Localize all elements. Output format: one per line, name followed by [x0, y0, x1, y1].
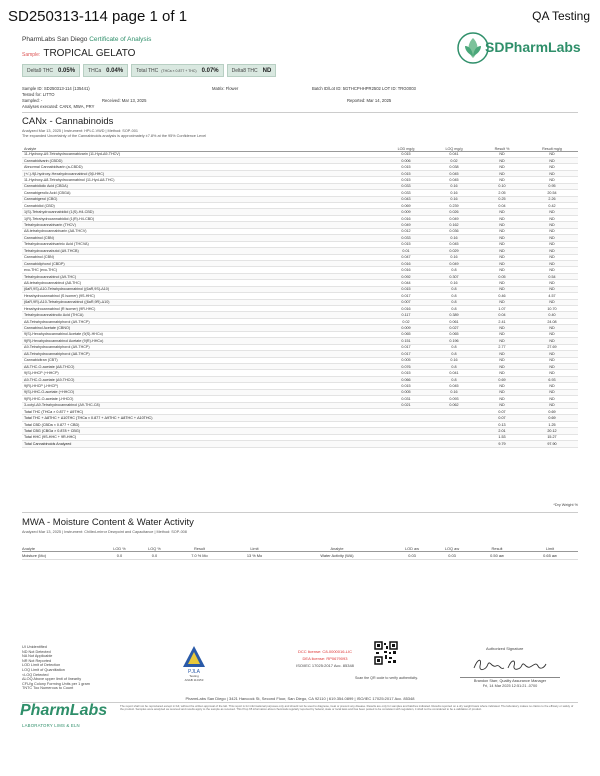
table-row: Cannabigerolic Acid (CBGA) 0.033 0.16 2.05 20.54: [22, 190, 578, 196]
table-row: Tetrahydrocannabutol (Δ9-THCB) 0.01 0.029 ND ND: [22, 248, 578, 254]
table-row: Abnormal Cannabidivarin (a-CBDD) 0.015 0.038 ND ND: [22, 164, 578, 170]
pharmlabs-footer-logo: [20, 700, 108, 734]
table-row: Cannabidivarin (CBDD) 0.006 0.02 ND ND: [22, 157, 578, 163]
table-row: (6aR,9R)-Δ10-Tetrahydrocannabinol ((6aR,9R)-Δ10) 0.007 0.8 ND ND: [22, 299, 578, 305]
total-row: Total CBG (CBGa × 0.878 + CBG) 2.01 20.12: [22, 428, 578, 434]
legend-item: NR Not Reported: [22, 658, 52, 663]
col-analyte: Analyte: [22, 141, 382, 151]
col-analyte-2: Analyte: [282, 540, 392, 551]
table-row: Δ8-tetrahydrocannabinol (Δ8-THC) 0.044 0.16 ND ND: [22, 280, 578, 286]
signature-date: Fri, 14 Mar 2025 12:51:21 -0700: [482, 683, 538, 688]
abbreviations-legend: [22, 645, 90, 691]
signature-line: [460, 677, 560, 678]
pjla-caption: Testing ANAB 110153: [184, 674, 204, 682]
legend-item: ΔLOQ Above upper limit of linearity: [22, 677, 82, 682]
total-row: Total THC (THCa × 0.877 + Δ9THC) 0.07 0.69: [22, 409, 578, 415]
col-lod-2: LOD aw: [392, 540, 432, 551]
coa-label: Certificate of Analysis: [89, 36, 152, 43]
dry-weight-note: *Dry Weight %: [553, 503, 578, 507]
table-row: 9(S)-Hexahydrocannabinol Acetate (9(S)-HHCo) 0.065 0.065 ND ND: [22, 331, 578, 337]
legend-item: ND Not Detected: [22, 649, 51, 654]
pill-delta9-thc: Delta9 THC 0.05%: [22, 64, 80, 77]
col-loq: LOQ %: [137, 540, 172, 551]
legend-item: TNTC Too Numerous to Count: [22, 686, 74, 691]
dea-license: DEA license: RP0679093: [302, 656, 348, 661]
total-row: Total Cannabinoids Analyzed 9.79 97.90: [22, 441, 578, 447]
sample-info: [22, 86, 578, 110]
table-row: Tetrahydrocannabivarin (THCV) 0.049 0.162 ND ND: [22, 222, 578, 228]
licenses-block: [270, 648, 380, 669]
logo-text: SDPharmLabs: [485, 39, 581, 55]
tested-for: Tested for: LITTO: [22, 92, 55, 97]
table-row: Cannabinol Acetate (CBNO) 0.009 0.027 ND ND: [22, 325, 578, 331]
footer-address: PharmLabs San Diego | 3421 Hancock St, Second Floor, San Diego, CA 92110 | 619.354.0899 | ISO/IEC 17025:2017 Acc. 85348: [185, 696, 415, 701]
received: Received: Mar 13, 2025: [102, 98, 147, 103]
table-row: Cannabicitran (CBT) 0.005 0.16 ND ND: [22, 357, 578, 363]
potency-summary: [22, 64, 276, 77]
pill-total-thc: Total THC (THCa × 0.877 + THC) 0.07%: [131, 64, 224, 77]
analyses: Analyses executed: CANX, MWA, PRY: [22, 104, 95, 109]
col-limit: Limit: [227, 540, 282, 551]
total-row: Total CBD (CBDa × 0.877 + CBD) 0.13 1.25: [22, 421, 578, 427]
signer-info: [460, 679, 560, 688]
table-row: Δ8-Tetrahydrocannabiphorol (Δ9-THCP) 0.02 0.061 2.41 24.08: [22, 318, 578, 324]
divider: [22, 512, 578, 513]
legend-item: LOD Limit of Detection: [22, 663, 61, 668]
table-row: Δ9-Tetrahydrocannabiphorol (Δ9-THCP) 0.017 0.8 2.77 27.69: [22, 344, 578, 350]
col-lod: LOD %: [102, 540, 137, 551]
table-row: 11-Hydroxy-Δ9-Tetrahydrocannabivarin (11-Hyd-Δ9-THCV) 0.015 0.041 ND ND: [22, 151, 578, 157]
signature-image: [470, 652, 550, 676]
qa-label: QA Testing: [532, 9, 590, 23]
col-loq-2: LOQ aw: [432, 540, 472, 551]
table-row: Δ8-Tetrahydrocannabiphorol (Δ8-THCP) 0.017 0.8 ND ND: [22, 351, 578, 357]
table-row: Hexahydrocannabinol (R isomer) (9R-HHC) 0.016 0.8 1.07 10.70: [22, 306, 578, 312]
table-row: Cannabinol (CBN) 0.047 0.16 ND ND: [22, 254, 578, 260]
legend-item: UI Unidentified: [22, 645, 47, 649]
legend-item: CFU/g Colony Forming Units per 1 gram: [22, 681, 90, 686]
table-row: Hexahydrocannabinol (S isomer) (9S-HHC) 0.017 0.8 0.46 4.57: [22, 293, 578, 299]
footer-logo-tag: LABORATORY LIMS & ELN: [22, 723, 80, 728]
table-row: 9(S)-HHC-O-acetate (+HHCO) 0.005 0.16 ND ND: [22, 389, 578, 395]
table-row: 9(S)-HHCP (+HHCP) 0.015 0.041 ND ND: [22, 370, 578, 376]
sampled: Sampled: -: [22, 98, 43, 103]
top-bar: [0, 0, 600, 30]
col-limit-2: Limit: [522, 540, 578, 551]
table-row: Cannabigerol (CBG) 0.043 0.16 0.25 2.26: [22, 196, 578, 202]
col-result-2: Result: [472, 540, 522, 551]
total-row: Total THC + Δ8THC + Δ10THC (THCa × 0.877 + Δ9THC + Δ8THC + Δ10THC) 0.07 0.69: [22, 415, 578, 421]
table-row: 1(R)-Tetrahydrocannabidiol (1(R)-H4-CBD) 0.016 0.049 ND ND: [22, 215, 578, 221]
mwa-title: MWA - Moisture Content & Water Activity: [22, 517, 194, 528]
table-row: 3-octyl-Δ9-Tetrahydrocannabinol (Δ9-THC-C8) 0.021 0.062 ND ND: [22, 402, 578, 408]
batch-id: Batch ID/Lot ID: 5GTHCPHHPR2502 LOT ID: TRG0003: [312, 86, 416, 91]
legend-item: LOQ Limit of Quantitation: [22, 667, 65, 672]
table-row: Moisture (Mo) 0.0 0.0 7.0 % Mo 13 % Mo Water Activity (WA) 0.03 0.03 0.50 aw 0.65 aw: [22, 551, 578, 559]
col-result-pct: Result %: [478, 141, 526, 151]
table-row: Cannabidiolic Acid (CBDA) 0.033 0.16 0.10 0.95: [22, 183, 578, 189]
col-lod: LOD mg/g: [382, 141, 430, 151]
table-row: (6aR,9S)-Δ10-Tetrahydrocannabinol ((6aR,9S)-Δ10) 0.015 0.8 ND ND: [22, 286, 578, 292]
table-row: Δ9-THC-O-acetate (Δ9-THCO) 0.066 0.8 0.69 6.93: [22, 376, 578, 382]
footer-logo-name: PharmLabs: [20, 702, 108, 719]
cannabinoids-table: [22, 141, 578, 448]
lab-name: PharmLabs San Diego: [22, 36, 88, 43]
qr-note: Scan the QR code to verify authenticity.: [355, 676, 418, 680]
table-row: Cannabidiphorol (CBDP) 0.016 0.049 ND ND: [22, 260, 578, 266]
table-row: Tetrahydrocannabinolic Acid (THCA) 0.117 0.389 0.04 0.40: [22, 312, 578, 318]
signature-title: Authorized Signature: [486, 646, 524, 651]
table-header: [22, 540, 578, 551]
divider: [22, 112, 578, 113]
pill-thca: THCa 0.04%: [83, 64, 128, 77]
col-analyte: Analyte: [22, 540, 102, 551]
canx-meta: Analyzed Mar 13, 2025 | Instrument: HPLC-VWD | Method: SOP-001: [22, 129, 138, 133]
canx-uncertainty: The expanded Uncertainty of the Cannabinoids analysis is approximately ±7.8% at the 95% Confidence Level: [22, 134, 207, 138]
col-result-mgg: Result mg/g: [526, 141, 578, 151]
disclaimer: The report shall not be reproduced except in full, without the written approval of the lab. This report is for informational purposes only and should not be used to diagnose, treat or prevent any disease. Results are only for samples and batches indicated. Results reported on a dry weight basis where indicated. The laboratory makes no claims to the efficacy or safety of the product. Samples were analyzed as received and results apply to the sample as received. This Prop 65 information about chemicals regularly reported by federal, state or local laws and has been posted to be consistent with regulation, it shall not be considered to be a validation of product.: [120, 704, 574, 712]
report-id: SD250313-114 page 1 of 1: [8, 8, 188, 25]
dcc-license: DCC license: C8-0000016-LIC: [297, 649, 353, 654]
moisture-table: [22, 540, 578, 560]
sd-pharmlabs-logo: [455, 30, 580, 74]
table-row: 9(R)-HHC-O-acetate (-HHCO) 0.031 0.093 ND ND: [22, 396, 578, 402]
lab-name-line: [22, 36, 151, 43]
table-row: (+/-)-9β-hydroxy-Hexahydrocannabinol (9β-HHC) 0.015 0.045 ND ND: [22, 170, 578, 176]
total-row: Total HHC (9S-HHC + 9R-HHC) 1.53 15.27: [22, 434, 578, 440]
mwa-meta: Analyzed Mar 13, 2025 | Instrument: Chilled-mirror Dewpoint and Capacitance | Method: SOP-008: [22, 530, 187, 534]
table-row: exo-THC (exo-THC) 0.016 0.8 ND ND: [22, 267, 578, 273]
table-row: Δ8-tetrahydrocannabivarin (Δ8-THCV) 0.012 0.036 ND ND: [22, 228, 578, 234]
matrix: Matrix: Flower: [212, 86, 239, 91]
col-loq: LOQ mg/g: [430, 141, 478, 151]
pill-delta8-thc: Delta8 THC ND: [227, 64, 277, 77]
table-row: Δ8-THC-O-acetate (Δ8-THCO) 0.076 0.8 ND ND: [22, 363, 578, 369]
table-row: Cannabidiol (CBD) 0.069 0.239 0.04 0.42: [22, 203, 578, 209]
iso-accreditation: ISO/IEC 17025:2017 Acc. 85348: [296, 663, 354, 668]
sample-label: Sample:: [22, 52, 41, 58]
table-row: 1(S)-Tetrahydrocannabidiol (1(S)-H4-CBD) 0.009 0.026 ND ND: [22, 209, 578, 215]
table-row: 9(R)-Hexahydrocannabinol Acetate (9(R)-HHCo) 0.151 0.196 ND ND: [22, 338, 578, 344]
sample-name: TROPICAL GELATO: [43, 48, 136, 59]
signer-role: Brandon Starr, Quality Assurance Manager: [473, 679, 547, 683]
svg-text:PJLA: PJLA: [188, 669, 200, 675]
sample-title: [22, 48, 135, 59]
canx-title: CANx - Cannabinoids: [22, 116, 114, 127]
table-row: 9(R)-HHCP (-HHCP) 0.015 0.045 ND ND: [22, 383, 578, 389]
pjla-accreditation-icon: [182, 645, 206, 675]
table-row: Cannabinol (CBN) 0.033 0.16 ND ND: [22, 235, 578, 241]
reported: Reported: Mar 14, 2025: [347, 98, 392, 103]
table-row: Tetrahydrocannabinol (Δ9-THC) 0.092 0.307 0.05 0.54: [22, 273, 578, 279]
table-row: Tetrahydrocannabivarinic Acid (THCVA) 0.015 0.045 ND ND: [22, 241, 578, 247]
sample-id: Sample ID: SD250313-114 (135441): [22, 86, 90, 91]
qr-code-icon[interactable]: [374, 641, 398, 665]
table-row: 11-Hydroxy-Δ8-Tetrahydrocannabinol (11-Hyd-Δ8-THC) 0.015 0.045 ND ND: [22, 177, 578, 183]
legend-item: <LOQ Detected: [22, 672, 49, 677]
table-header: [22, 141, 578, 151]
col-result: Result: [172, 540, 227, 551]
legend-item: NA Not Applicable: [22, 654, 53, 659]
